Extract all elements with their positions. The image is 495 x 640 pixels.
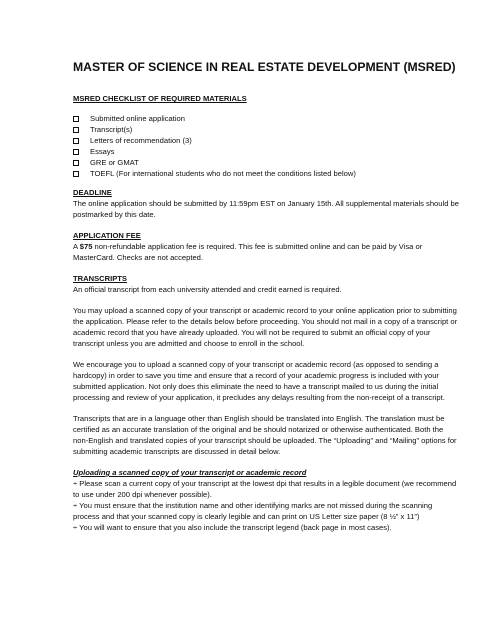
deadline-heading: DEADLINE [73, 188, 112, 197]
checklist-item: Submitted online application [73, 113, 459, 124]
transcripts-paragraph: We encourage you to upload a scanned copy of your transcript or academic record (as opposed to sending a hardcopy) in order to save you time and ensure that a record of your academic progress is included with your submitted application. Not only does this eliminate the need to have a transcript mailed to us during the initial processing and review of your application, it precludes any delays resulting from the non-receipt of a transcript. [73, 360, 445, 402]
checklist-item: TOEFL (For international students who do not meet the conditions listed below) [73, 168, 459, 179]
checkbox-icon [73, 160, 79, 166]
checkbox-icon [73, 138, 79, 144]
transcripts-paragraph: An official transcript from each university attended and credit earned is required. [73, 285, 342, 294]
fee-text: A $75 non-refundable application fee is required. This fee is submitted online and can be paid by Visa or MasterCard. Checks are not accepted. [73, 242, 423, 262]
uploading-bullet: ÷ You will want to ensure that you also include the transcript legend (back page in most cases). [73, 523, 392, 532]
checklist-item: GRE or GMAT [73, 157, 459, 168]
document-title: MASTER OF SCIENCE IN REAL ESTATE DEVELOPMENT (MSRED) [73, 60, 456, 74]
deadline-text: The online application should be submitted by 11:59pm EST on January 15th. All supplemental materials should be postmarked by this date. [73, 199, 459, 219]
checklist-item: Letters of recommendation (3) [73, 135, 459, 146]
uploading-bullet: ÷ You must ensure that the institution name and other identifying marks are not missed during the scanning process and that your scanned copy is clearly legible and can print on US Letter size paper (8 ½” x 11”) [73, 501, 433, 521]
checklist-heading: MSRED CHECKLIST OF REQUIRED MATERIALS [73, 94, 247, 103]
uploading-bullet: ÷ Please scan a current copy of your transcript at the lowest dpi that results in a legible document (we recommend to use under 200 dpi whenever possible). [73, 479, 457, 499]
uploading-heading: Uploading a scanned copy of your transcript or academic record [73, 468, 307, 477]
fee-amount: $75 [79, 242, 93, 251]
transcripts-heading: TRANSCRIPTS [73, 274, 128, 283]
checkbox-icon [73, 171, 79, 177]
checkbox-icon [73, 116, 79, 122]
checkbox-icon [73, 127, 79, 133]
fee-heading: APPLICATION FEE [73, 231, 141, 240]
transcripts-paragraph: Transcripts that are in a language other than English should be translated into English. The translation must be certified as an accurate translation of the original and be should notarized or otherwise authenticated. Both the non-English and translated copies of your transcript should be uploaded. The “Uploading” and “Mailing” options for submitting academic transcripts are discussed in detail below. [73, 414, 457, 456]
checklist-item: Essays [73, 146, 459, 157]
checklist [73, 113, 459, 179]
transcripts-paragraph: You may upload a scanned copy of your transcript or academic record to your online application prior to submitting the application. Please refer to the details below before proceeding. You should not mail in a copy of a transcript or academic record that you have already uploaded. You will not be required to submit an official copy of your transcript unless you are admitted and choose to enroll in the school. [73, 306, 458, 348]
checklist-item: Transcript(s) [73, 124, 459, 135]
checkbox-icon [73, 149, 79, 155]
